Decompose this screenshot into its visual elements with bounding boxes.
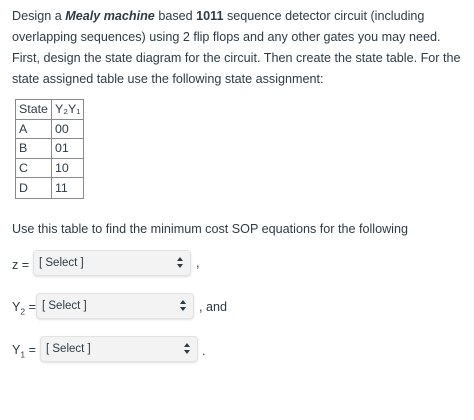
dropdown-caret-icon (184, 342, 190, 356)
instruction-text: Use this table to find the minimum cost SOP equations for the following (12, 222, 408, 236)
label-main: z (12, 258, 19, 272)
header-assignment: Y₂Y₁ (51, 100, 84, 120)
assignment-cell: 11 (51, 178, 84, 199)
assignment-cell: 10 (51, 158, 84, 178)
label-equals: = (25, 300, 36, 314)
dropdown-caret-icon (180, 299, 186, 313)
select-value: [ Select ] (39, 257, 84, 269)
select-value: [ Select ] (46, 343, 91, 355)
state-assignment-table (15, 99, 84, 199)
select-dropdown-z[interactable] (33, 250, 191, 276)
question-intro (12, 6, 466, 90)
assignment-cell: 00 (51, 119, 84, 139)
label-subscript: 2 (20, 306, 26, 317)
assignment-cell: 01 (51, 139, 84, 159)
select-dropdown-y1[interactable] (40, 336, 198, 362)
header-state: State (16, 100, 52, 120)
state-cell: B (16, 139, 52, 159)
intro-text-1: Design a (12, 9, 66, 23)
select-value: [ Select ] (42, 300, 87, 312)
trailing-punctuation: , (196, 256, 200, 270)
table-row (16, 158, 84, 178)
label-equals: = (18, 258, 30, 272)
intro-text-2: based (154, 9, 197, 23)
intro-emphasis: Mealy machine (65, 9, 155, 23)
answer-label-y2 (12, 300, 36, 317)
trailing-punctuation: , and (199, 300, 228, 314)
state-cell: C (16, 158, 52, 178)
table-row (16, 139, 84, 159)
table-header-row (16, 100, 84, 120)
intro-sequence: 1011 (196, 9, 224, 23)
trailing-punctuation: . (202, 344, 206, 358)
answer-label-z (12, 258, 29, 272)
select-dropdown-y2[interactable] (36, 293, 194, 319)
state-cell: A (16, 119, 52, 139)
table-row (16, 178, 84, 199)
answer-label-y1 (12, 343, 36, 360)
label-main: Y (12, 343, 21, 357)
table-row (16, 119, 84, 139)
label-subscript: 1 (20, 349, 26, 360)
dropdown-caret-icon (177, 256, 183, 270)
state-cell: D (16, 178, 52, 199)
intro-text-3: sequence detector circuit (including overlapping sequences) using 2 flip flops and any other gates you may need. First, design the state diagram for the circuit. Then create the state table. For the state assigned table use the following state assignment: (12, 9, 461, 86)
label-main: Y (12, 300, 21, 314)
label-equals: = (25, 343, 36, 357)
